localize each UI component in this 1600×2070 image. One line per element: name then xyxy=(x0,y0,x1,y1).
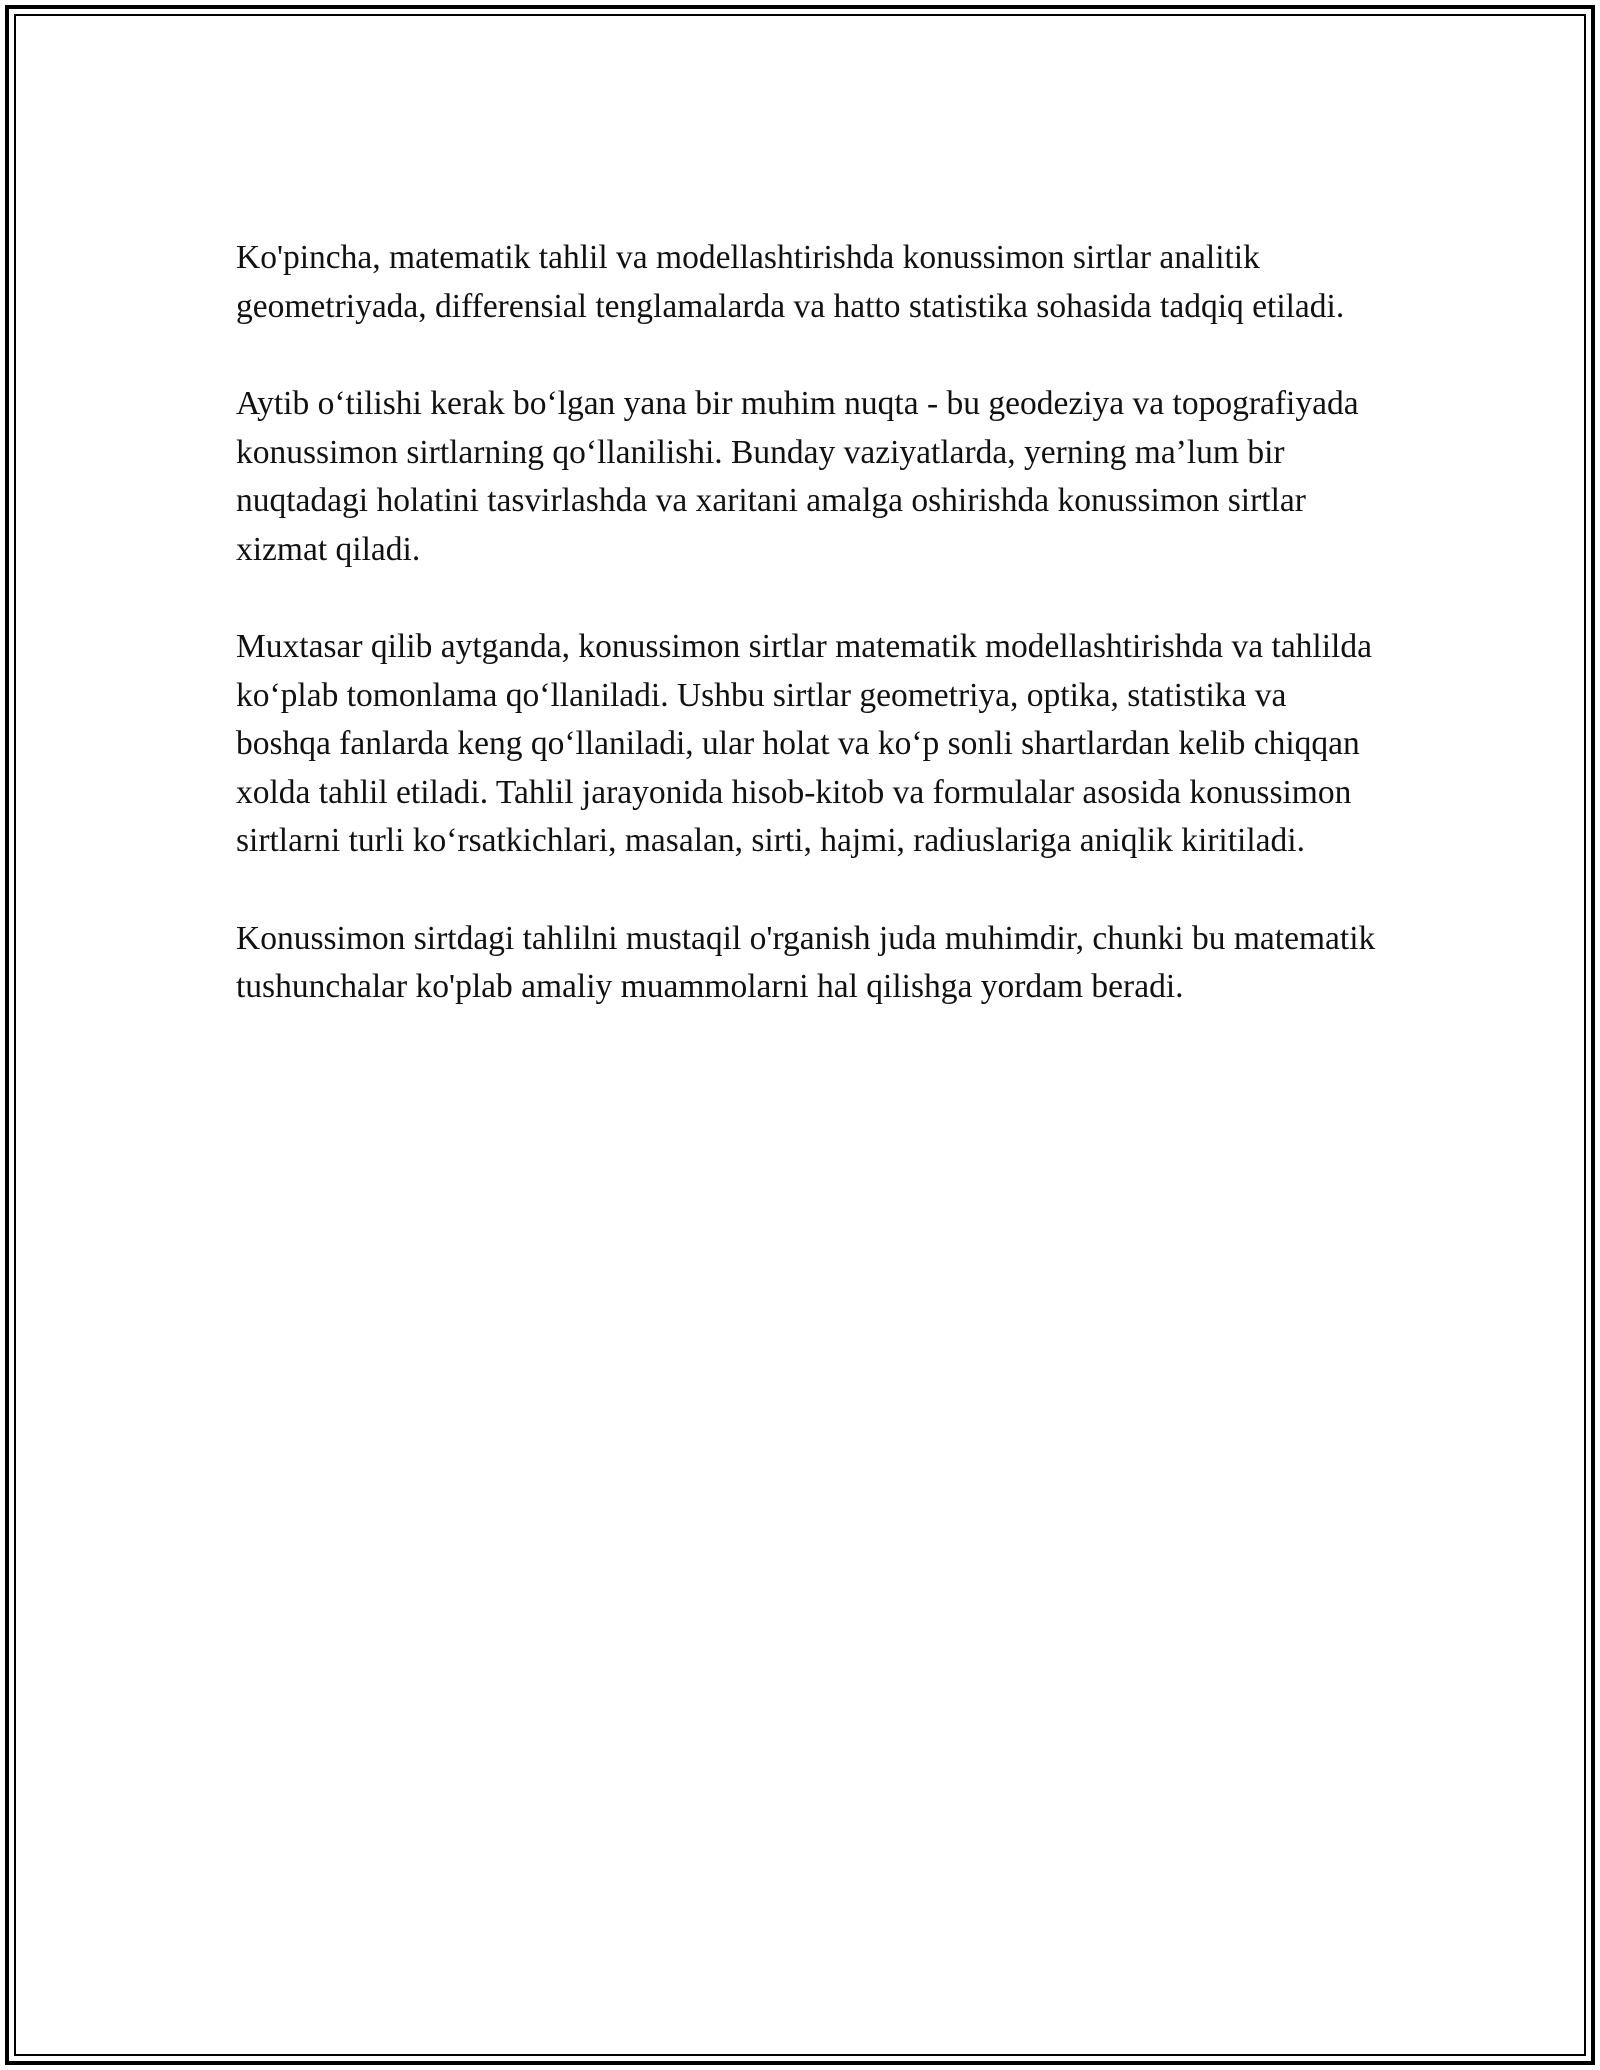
paragraph-2: Aytib o‘tilishi kerak bo‘lgan yana bir muhim nuqta - bu geodeziya va topografiyada konussimon sirtlarning qo‘llanilishi. Bunday vaziyatlarda, yerning ma’lum bir nuqtadagi holatini tasvirlashda va xaritani amalga oshirishda konussimon sirtlar xizmat qiladi. xyxy=(236,385,1359,568)
paragraph-1: Ko'pincha, matematik tahlil va modellashtirishda konussimon sirtlar analitik geometriyada, differensial tenglamalarda va hatto statistika sohasida tadqiq etiladi. xyxy=(236,239,1345,325)
document-body xyxy=(236,234,1376,1061)
paragraph-4: Konussimon sirtdagi tahlilni mustaqil o'rganish juda muhimdir, chunki bu matematik tushunchalar ko'plab amaliy muammolarni hal qilishga yordam beradi. xyxy=(236,919,1376,1005)
paragraph-3: Muxtasar qilib aytganda, konussimon sirtlar matematik modellashtirishda va tahlilda ko‘plab tomonlama qo‘llaniladi. Ushbu sirtlar geometriya, optika, statistika va boshqa fanlarda keng qo‘llaniladi, ular holat va ko‘p sonli shartlardan kelib chiqqan xolda tahlil etiladi. Tahlil jarayonida hisob-kitob va formulalar asosida konussimon sirtlarni turli ko‘rsatkichlari, masalan, sirti, hajmi, radiuslariga aniqlik kiritiladi. xyxy=(236,628,1372,859)
